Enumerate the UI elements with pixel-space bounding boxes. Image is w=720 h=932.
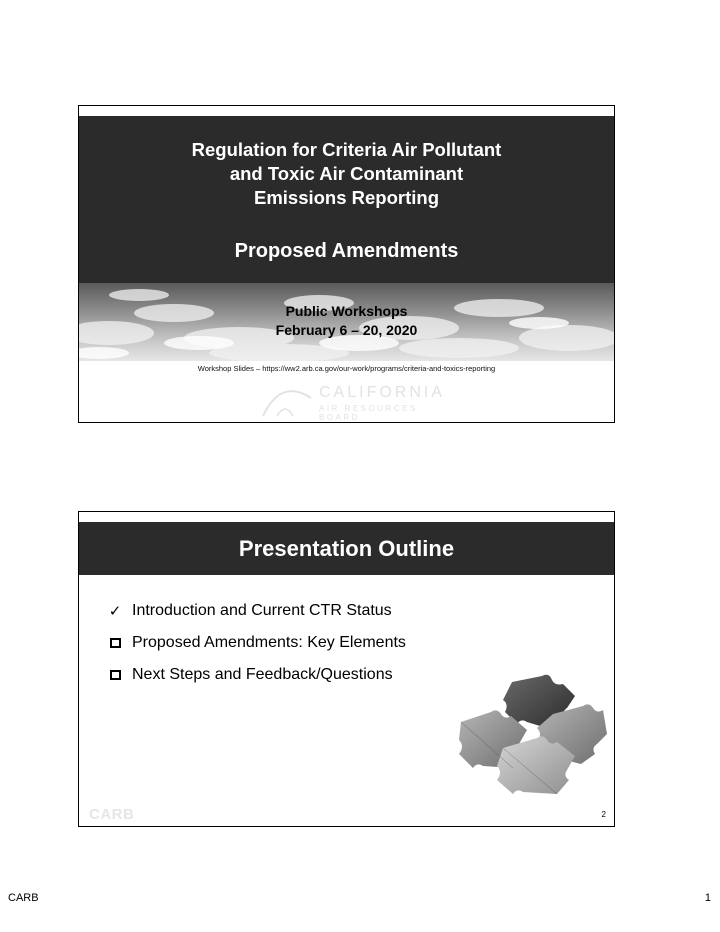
list-item-text: Proposed Amendments: Key Elements	[132, 634, 406, 651]
slide-subtitle: Proposed Amendments	[234, 240, 459, 262]
workshop-label: Public Workshops	[285, 303, 408, 319]
logo-text-california: CALIFORNIA	[319, 384, 446, 401]
workshop-info	[79, 302, 614, 340]
footer-org: CARB	[8, 892, 39, 904]
clouds-image	[79, 283, 614, 361]
slide-page-number: 2	[601, 810, 606, 819]
square-bullet-icon	[107, 670, 123, 680]
slide-title-text	[79, 138, 614, 210]
title-line: Emissions Reporting	[253, 187, 440, 208]
arc-logo-icon	[259, 382, 315, 418]
slide-outline	[78, 511, 615, 827]
puzzle-pieces-icon	[457, 674, 607, 796]
title-line: and Toxic Air Contaminant	[229, 163, 464, 184]
title-line: Regulation for Criteria Air Pollutant	[191, 139, 502, 160]
slide-title	[78, 105, 615, 423]
list-item	[107, 595, 406, 627]
carb-logo-watermark: CARB	[89, 806, 135, 823]
workshop-dates: February 6 – 20, 2020	[275, 322, 418, 338]
outline-header	[79, 522, 614, 575]
slide-title-text: Presentation Outline	[238, 536, 455, 561]
title-banner	[79, 116, 614, 283]
list-item	[107, 659, 406, 691]
carb-logo	[259, 382, 459, 422]
footer-page-number: 1	[704, 892, 711, 904]
check-icon: ✓	[108, 603, 122, 620]
logo-text-board: AIR RESOURCES BOARD	[319, 404, 418, 422]
list-item-text: Next Steps and Feedback/Questions	[132, 666, 393, 683]
outline-list	[107, 595, 406, 691]
square-bullet-icon	[107, 638, 123, 648]
workshop-url: Workshop Slides – https://ww2.arb.ca.gov/our-work/programs/criteria-and-toxics-reporting	[197, 364, 496, 373]
list-item-text: Introduction and Current CTR Status	[132, 602, 392, 619]
list-item	[107, 627, 406, 659]
